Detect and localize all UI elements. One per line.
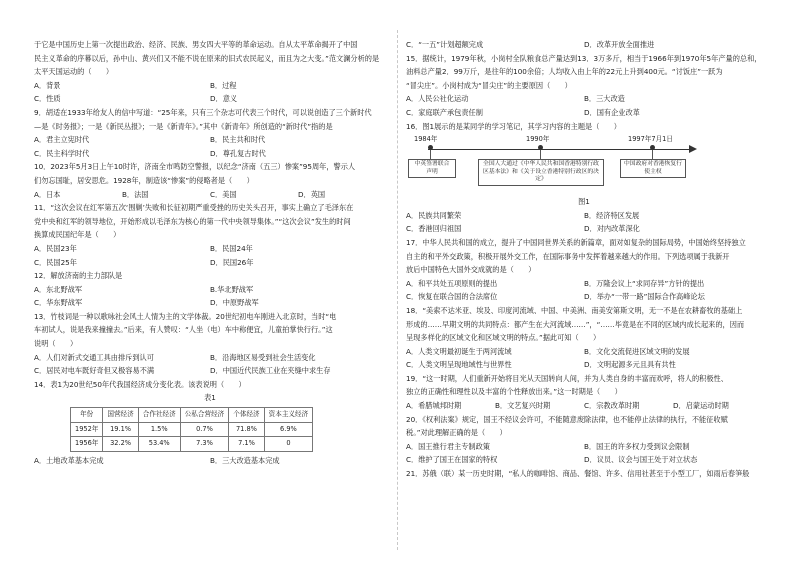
q13-option-a[interactable]: A．人们对新式交通工具由排斥到认可 [34,352,154,362]
timeline-connector [652,150,653,159]
q19-option-d[interactable]: D．启蒙运动时期 [673,401,729,411]
q8-line-3: 太平天国运动的（ ） [34,67,114,77]
q17-line-1: 17．中华人民共和国的成立，提升了中国同世界关系的新篇章，面对如复杂的国际局势，中国始终坚持独立 [406,237,746,247]
q19-option-a[interactable]: A．希腊城邦时期 [406,401,462,411]
q8-options-row-1 [34,79,386,93]
timeline-year-1984: 1984年 [414,135,438,144]
q11-line-3: 换算成民国纪年是（ ） [34,230,121,240]
table-cell: 0.7% [180,422,229,437]
figure-caption: 图1 [578,197,590,207]
q11-line-1: 11．“这次会议在红军第五次‘围剿’失败和长征初期严重受挫的历史关头召开，事实上确立了毛泽东在 [34,203,354,213]
q8-option-d[interactable]: D．意义 [210,94,238,104]
q13-option-c[interactable]: C．居民对电车既好奇但又极容易不满 [34,366,155,376]
q18-line-2: 形成的……早期文明的共同特点：都产生在大河流域……”，“……毕竟是在不同的区域内成长起来的，因而 [406,319,745,329]
q18-line-3: 呈现多样化的区域文化和区域文明的特点。”据此可知（ ） [406,333,601,343]
q11-option-b[interactable]: B．民国24年 [210,243,253,253]
q18-option-c[interactable]: C．人类文明呈现地域性与世界性 [406,360,512,370]
q16-option-a[interactable]: A．民族共同繁荣 [406,210,462,220]
q13-option-b[interactable]: B．沿海地区易受到社会生活变化 [210,352,316,362]
q18-option-d[interactable]: D．文明起源多元且具有共性 [584,360,676,370]
q17-option-c[interactable]: C．恢复在联合国的合法席位 [406,292,498,302]
q9-line-2: —是《时务报》；一是《新民丛报》；一是《新青年》。”其中《新青年》所创造的“新时代”指的是 [34,121,333,131]
q20-options-row-1 [406,440,762,454]
q8-line-2: 民主义革命的序幕以后，孙中山、黄兴们又不能不说在原来的旧式农民起义，而且为之大变。”范文澜分析的是 [34,53,380,63]
q9-options-row-1 [34,133,386,147]
q15-options-row-2 [406,106,762,120]
q12-options-row-2 [34,296,386,310]
timeline-year-1997: 1997年7月1日 [628,135,673,144]
q8-line-1: 于它是中国历史上第一次提出政治、经济、民族、男女四大平等的革命运动。自从太平革命揭开了中国 [34,40,358,49]
q8-option-a[interactable]: A．背景 [34,80,61,90]
q18-option-a[interactable]: A．人类文明最初诞生于两河流域 [406,346,512,356]
q20-option-a[interactable]: A．国王推行君主专制政策 [406,441,490,451]
q16-options-row-2 [406,222,762,236]
q12-option-d[interactable]: D．中原野战军 [210,298,259,308]
q18-option-b[interactable]: B．文化交流促进区域文明的发展 [584,346,690,356]
table-header: 年份 [71,408,103,423]
q20-options-row-2 [406,453,762,467]
q10-options [34,188,386,202]
q15-line-2: 油料总产量2．99万斤，是往年的100余倍；人均收入由上年的22元上升到400元。“讨饭庄”一跃为 [406,67,723,77]
timeline-connector [540,150,541,159]
q13-line-1: 13．竹枝词是一种以歌咏社会风土人情为主的文学体裁。20世纪初电车刚进入北京时，当时“电 [34,311,337,321]
q20-line-1: 20．《权利法案》规定，国王不经议会许可，不能随意废除法律，也不能停止法律的执行，不能征收赋 [406,414,728,424]
q16-option-d[interactable]: D．对内改革深化 [584,224,640,234]
q20-option-b[interactable]: B．国王的许多权力受到议会限制 [584,441,690,451]
q9-options-row-2 [34,147,386,161]
q20-option-d[interactable]: D．议员、议会与国王处于对立状态 [584,455,698,465]
q17-line-3: 放后中国特色大国外交成就的是（ ） [406,265,536,275]
q9-line-1: 9．胡适在1933年给友人的信中写道：“25年来，只有三个杂志可代表三个时代，可以说创造了三个新时代 [34,107,372,117]
q14-options-row-2 [406,38,762,52]
q17-option-b[interactable]: B．万隆会议上“求同存异”方针的提出 [584,278,705,288]
table-cell: 6.9% [264,422,313,437]
economy-table [70,407,313,452]
q12-option-b[interactable]: B.华北野战军 [210,284,254,294]
q15-option-b[interactable]: B．三大改造 [584,94,625,104]
q8-option-c[interactable]: C．性质 [34,94,61,104]
q12-options-row-1 [34,283,386,297]
q21-line-1: 21．苏俄（联）某一历史时期，“私人的咖啡馆、商品、餐馆、许多、信用社甚至于小型工厂，如雨后春笋般 [406,469,750,479]
q14-options-row-1 [34,454,386,468]
q9-option-d[interactable]: D．尊孔复古时代 [210,148,266,158]
q18-options-row-2 [406,358,762,372]
q11-options-row-1 [34,242,386,256]
q10-option-a[interactable]: A．日本 [34,189,61,199]
table-cell: 71.8% [229,422,264,437]
q18-line-1: 18．“美索不达米亚、埃及、印度河流域、中国、中美洲、南美安第斯文明，无一不是在农耕畜牧的基础上 [406,305,743,315]
right-column [406,38,762,481]
q14-line-1: 14．表1为20世纪50年代我国经济成分变化表。该表说明（ ） [34,379,246,389]
table-cell: 19.1% [103,422,138,437]
q11-option-d[interactable]: D．民国26年 [210,257,254,267]
table-header: 公私合营经济 [180,408,229,423]
q11-option-c[interactable]: C．民国25年 [34,257,77,267]
q10-option-d[interactable]: D．英国 [298,189,326,199]
q15-option-c[interactable]: C．家庭联产承包责任制 [406,107,483,117]
q17-options-row-1 [406,277,762,291]
table-cell: 1956年 [71,437,103,452]
q14-option-b[interactable]: B．三大改造基本完成 [210,455,280,465]
q15-line-1: 15．据统计，1979年秋，小岗村全队粮食总产量达到13．3万多斤，相当于1966年到1970年5年产量的总和， [406,53,762,63]
q13-line-2: 车初试人，说是我来撞撞去。”后来，有人赞叹：“人坐（电）车中称便宜，儿童拍掌快行行。”这 [34,325,333,335]
q11-option-a[interactable]: A．民国23年 [34,243,77,253]
q14-option-d[interactable]: D．改革开放全面推进 [584,40,655,49]
q19-option-b[interactable]: B．文艺复兴时期 [495,401,551,411]
timeline-arrow-icon [689,145,697,153]
table-row [71,437,313,452]
q14-option-a[interactable]: A．土地改革基本完成 [34,455,104,465]
q10-option-c[interactable]: C．美国 [210,189,237,199]
table-cell: 0 [264,437,313,452]
q20-option-c[interactable]: C．维护了国王在国家的特权 [406,455,498,465]
table-cell: 1952年 [71,422,103,437]
table-header-row [71,408,313,423]
q13-option-d[interactable]: D．中国近代民族工业在夹缝中求生存 [210,366,331,376]
timeline-connector [430,150,431,159]
q17-options-row-2 [406,290,762,304]
timeline-event-1990: 全国人大通过《中华人民共和国香港特别行政区基本法》和《关于设立香港特别行政区的决定》 [478,159,604,186]
q19-options [406,399,762,413]
table-cell: 7.1% [229,437,264,452]
table-header: 合作社经济 [138,408,180,423]
q13-options-row-1 [34,351,386,365]
table-cell: 7.3% [180,437,229,452]
table-header: 资本主义经济 [264,408,313,423]
table-header: 国营经济 [103,408,138,423]
q15-line-3: “冒尖庄”。小岗村成为“冒尖庄”的主要原因（ ） [406,80,572,90]
timeline-event-1984: 中英签署联合声明 [408,159,456,178]
q12-line-1: 12．解放济南的主力部队是 [34,271,123,281]
q13-line-3: 说明（ ） [34,339,78,349]
q20-line-2: 税。”对此理解正确的是（ ） [406,428,507,438]
q9-option-c[interactable]: C．民主科学时代 [34,148,90,158]
q16-option-b[interactable]: B．经济特区发展 [584,210,640,220]
timeline-event-1997: 中国政府对香港恢复行使主权 [620,159,686,178]
q16-option-c[interactable]: C．香港回归祖国 [406,224,462,234]
q14-option-c[interactable]: C．“一五”计划超额完成 [406,40,484,49]
q17-line-2: 自主的和平外交政策，积极开展外交工作，在国际事务中发挥着越来越大的作用。下列选项属于我新开 [406,251,730,261]
table-caption: 表1 [204,393,216,403]
q17-option-d[interactable]: D．举办“一带一路”国际合作高峰论坛 [584,292,705,302]
table-header: 个体经济 [229,408,264,423]
q15-options-row-1 [406,92,762,106]
q17-option-a[interactable]: A．和平共处五项原则的提出 [406,278,498,288]
q16-options-row-1 [406,209,762,223]
q8-option-b[interactable]: B．过程 [210,80,237,90]
q12-option-c[interactable]: C．华东野战军 [34,298,83,308]
q8-options-row-2 [34,92,386,106]
q10-line-2: 们勿忘国耻，居安思危。1928年，制造该“惨案”的侵略者是（ ） [34,175,254,185]
q19-option-c[interactable]: C．宗教改革时期 [584,401,640,411]
q9-option-a[interactable]: A．君主立宪时代 [34,135,90,145]
q19-line-1: 19．“这一时期，人们重新开始将目光从天国转向人间，并为人类自身的丰富而欢呼，将人的积极性、 [406,373,728,383]
q16-line-1: 16．图1展示的是某同学的学习笔记，其学习内容的主题是（ ） [406,121,621,131]
q15-option-d[interactable]: D．国有企业改革 [584,107,640,117]
table-cell: 53.4% [138,437,180,452]
q11-options-row-2 [34,256,386,270]
q18-options-row-1 [406,345,762,359]
table-cell: 1.5% [138,422,180,437]
q9-option-b[interactable]: B．民主共和时代 [210,135,266,145]
q12-option-a[interactable]: A．东北野战军 [34,284,83,294]
timeline-year-1990: 1990年 [526,135,550,144]
q10-line-1: 10．2023年5月3日上午10时许，济南全市鸣防空警报，以纪念“济南（五三）惨案”95周年，警示人 [34,162,356,172]
table-cell: 32.2% [103,437,138,452]
q11-line-2: 党中央和红军的领导地位，开始形成以毛泽东为核心的第一代中央领导集体。”“这次会议”发生的时间 [34,216,351,226]
q15-option-a[interactable]: A．人民公社化运动 [406,94,469,104]
q13-options-row-2 [34,364,386,378]
column-divider [397,30,398,550]
q19-line-2: 独立的正确性和理性以及丰富的个性释放出来。”这一时期是（ ） [406,387,622,397]
q10-option-b[interactable]: B．法国 [122,189,149,199]
timeline-figure [406,135,762,193]
table-row [71,422,313,437]
left-column [34,38,386,467]
